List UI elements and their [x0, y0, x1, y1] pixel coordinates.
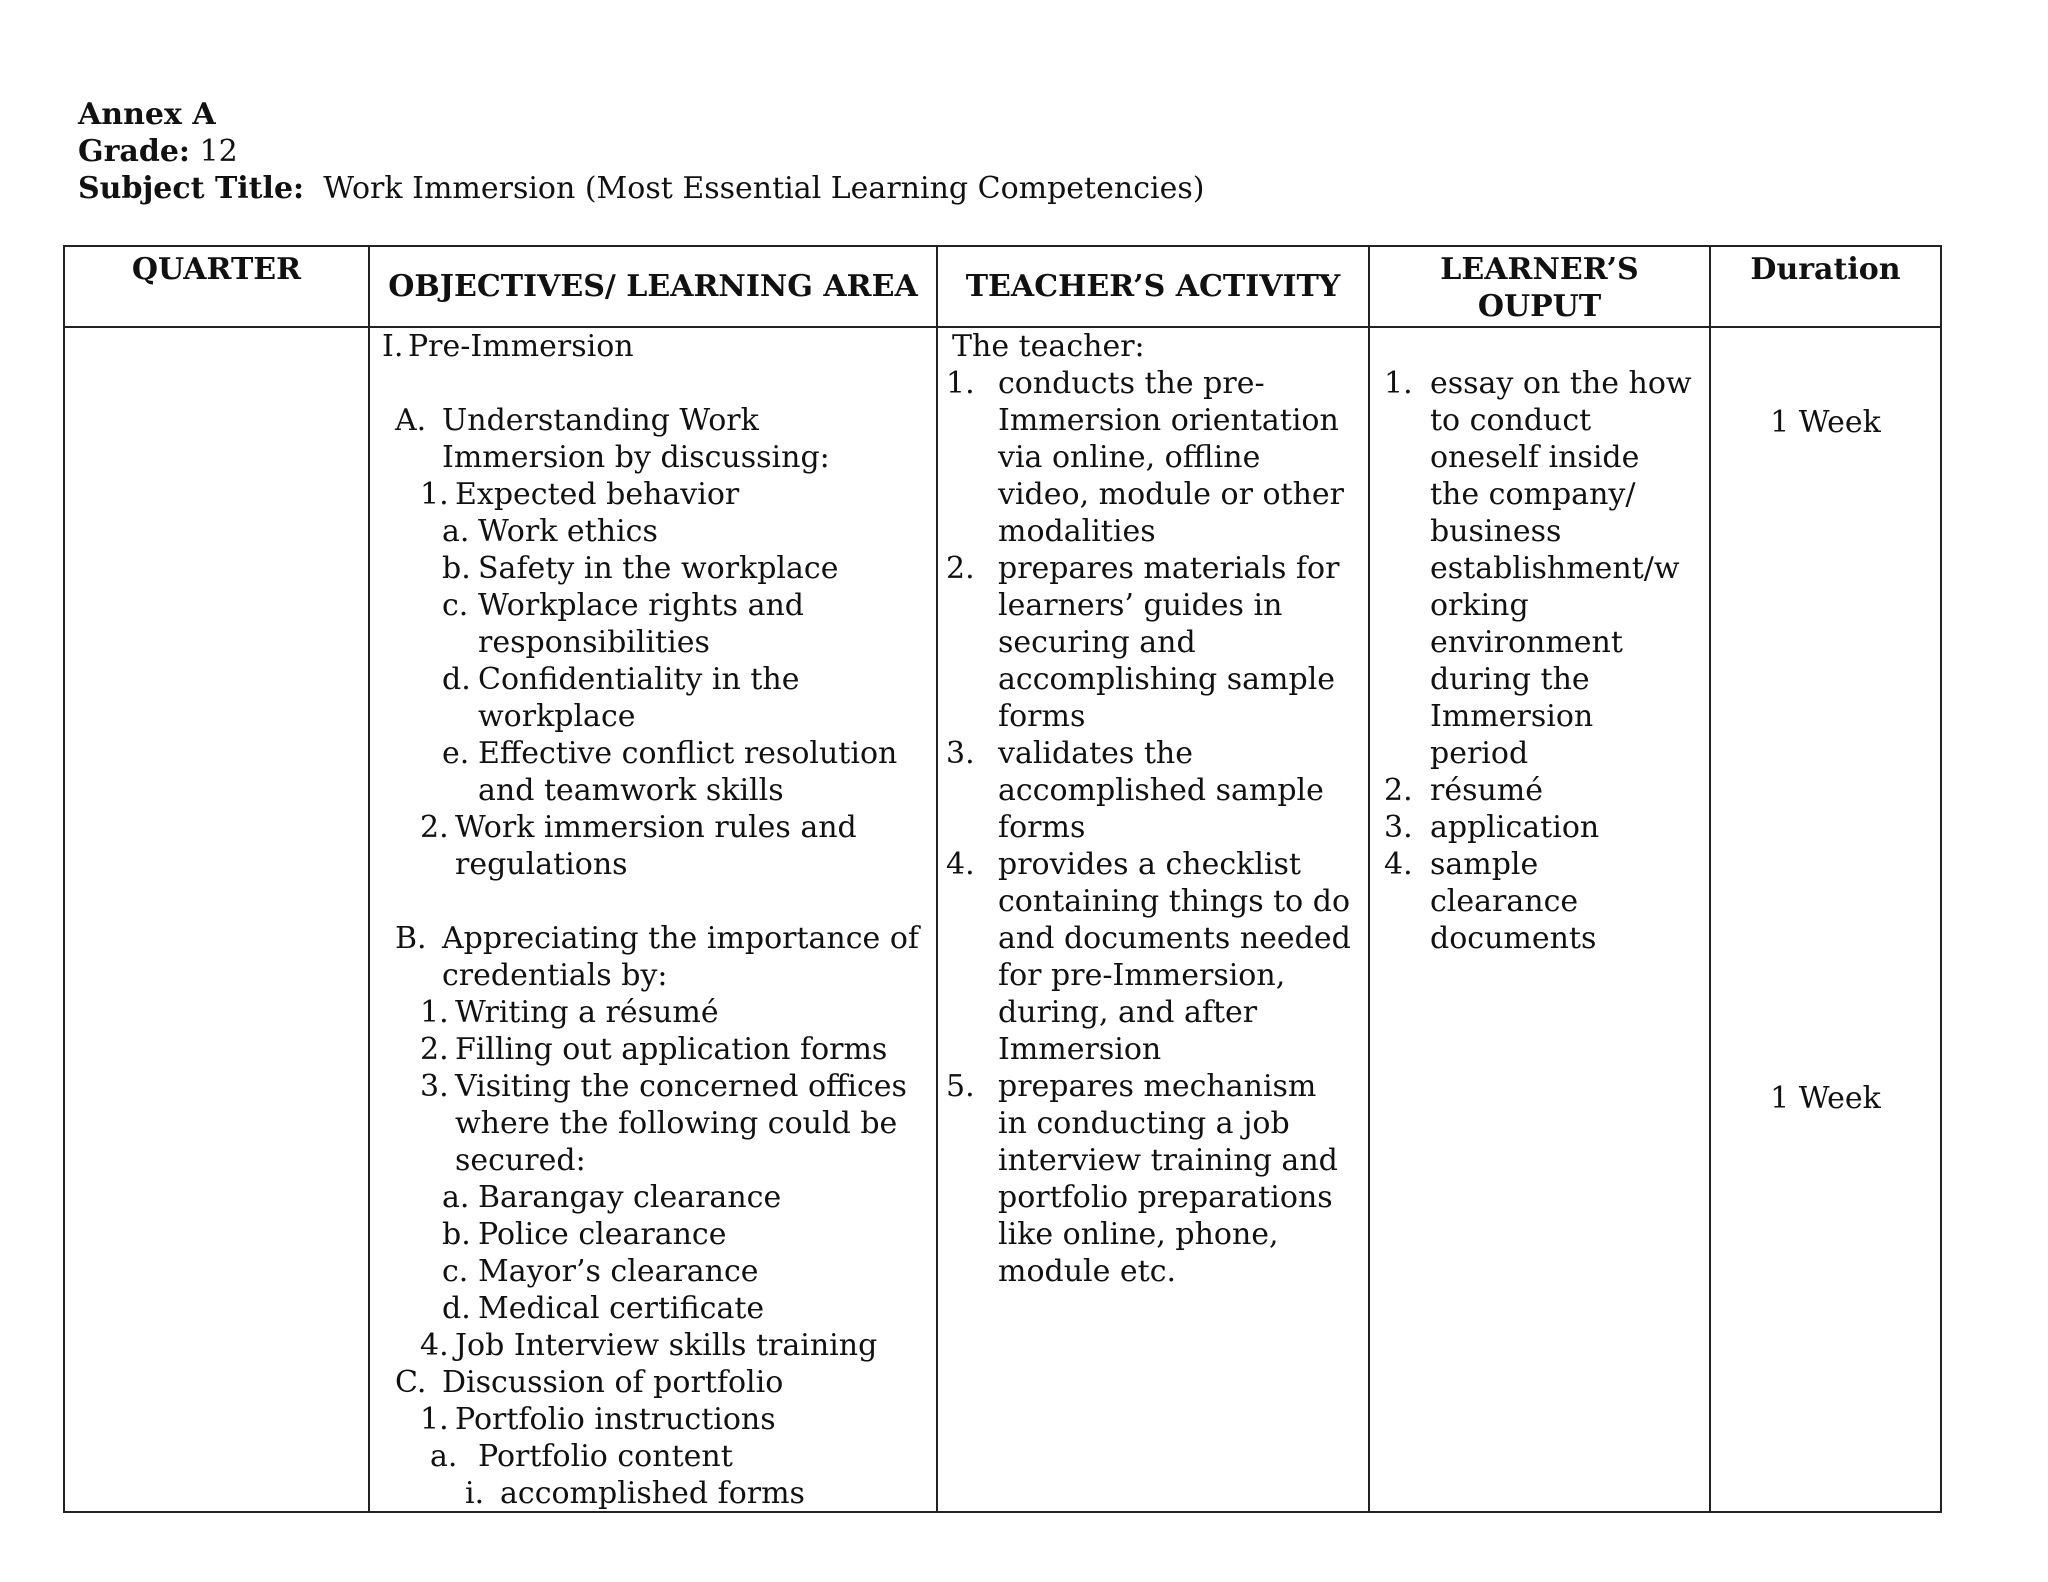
list-text: accomplishing sample: [998, 662, 1336, 697]
list-text: Writing a résumé: [455, 995, 719, 1030]
list-marker: c.: [442, 1254, 469, 1289]
subject-value: Work Immersion (Most Essential Learning Competencies): [323, 171, 1205, 206]
list-text: Discussion of portfolio: [442, 1365, 784, 1400]
list-marker: 4.: [420, 1328, 449, 1363]
col-header-learner-output: LEARNER’S OUPUT: [1369, 246, 1710, 327]
list-marker: 5.: [946, 1069, 975, 1104]
table-row: [64, 327, 1941, 1512]
list-marker: 1.: [420, 995, 449, 1030]
list-text: responsibilities: [478, 625, 710, 660]
list-marker: 1.: [946, 366, 975, 401]
list-marker: 2.: [420, 810, 449, 845]
list-marker: a.: [442, 1180, 470, 1215]
list-marker: b.: [442, 1217, 471, 1252]
list-text: in conducting a job: [998, 1106, 1290, 1141]
list-text: documents: [1430, 921, 1597, 956]
list-marker: B.: [395, 921, 427, 956]
list-text: Immersion by discussing:: [442, 440, 830, 475]
list-marker: C.: [395, 1365, 427, 1400]
list-text: learners’ guides in: [998, 588, 1283, 623]
quarter-cell: [64, 327, 369, 1512]
list-text: environment: [1430, 625, 1623, 660]
list-text: Visiting the concerned offices: [455, 1069, 907, 1104]
list-marker: 2.: [420, 1032, 449, 1067]
list-text: modalities: [998, 514, 1156, 549]
list-text: Expected behavior: [455, 477, 740, 512]
list-text: containing things to do: [998, 884, 1351, 919]
list-text: Police clearance: [478, 1217, 727, 1252]
grade-line: [78, 133, 1204, 170]
list-text: prepares materials for: [998, 551, 1340, 586]
list-text: establishment/w: [1430, 551, 1680, 586]
list-marker: b.: [442, 551, 471, 586]
subject-line: [78, 170, 1204, 207]
list-marker: 2.: [946, 551, 975, 586]
objectives-cell: [369, 327, 937, 1512]
list-text: via online, offline: [998, 440, 1261, 475]
col-header-quarter: QUARTER: [64, 246, 369, 327]
list-marker: I.: [382, 329, 404, 364]
list-text: where the following could be: [455, 1106, 898, 1141]
list-text: conducts the pre-: [998, 366, 1265, 401]
list-text: résumé: [1430, 773, 1544, 808]
duration-value: 1 Week: [1770, 1081, 1881, 1116]
table-header-row: [64, 246, 1941, 327]
list-text: application: [1430, 810, 1600, 845]
list-text: during the: [1430, 662, 1590, 697]
list-text: orking: [1430, 588, 1529, 623]
annex-title: Annex A: [78, 97, 216, 132]
list-marker: 3.: [946, 736, 975, 771]
list-text: securing and: [998, 625, 1196, 660]
list-marker: 1.: [1384, 366, 1413, 401]
list-text: Barangay clearance: [478, 1180, 782, 1215]
list-text: provides a checklist: [998, 847, 1301, 882]
list-marker: 3.: [1384, 810, 1413, 845]
list-text: module etc.: [998, 1254, 1177, 1289]
list-text: business: [1430, 514, 1562, 549]
list-text: validates the: [998, 736, 1193, 771]
list-text: prepares mechanism: [998, 1069, 1317, 1104]
list-text: Work immersion rules and: [455, 810, 857, 845]
list-text: Immersion: [998, 1032, 1162, 1067]
list-text: Immersion orientation: [998, 403, 1339, 438]
list-text: the company/: [1430, 477, 1636, 512]
list-marker: 1.: [420, 1402, 449, 1437]
list-text: portfolio preparations: [998, 1180, 1333, 1215]
list-marker: 1.: [420, 477, 449, 512]
list-text: clearance: [1430, 884, 1579, 919]
teacher-activity-cell: [937, 327, 1369, 1512]
list-text: regulations: [455, 847, 628, 882]
list-text: Immersion: [1430, 699, 1594, 734]
list-marker: 3.: [420, 1069, 449, 1104]
list-text: Mayor’s clearance: [478, 1254, 759, 1289]
list-marker: a.: [430, 1439, 458, 1474]
list-text: video, module or other: [998, 477, 1345, 512]
subject-label: Subject Title:: [78, 171, 305, 206]
list-text: Pre-Immersion: [408, 329, 634, 364]
list-marker: 4.: [946, 847, 975, 882]
list-text: Work ethics: [478, 514, 658, 549]
list-text: Confidentiality in the: [478, 662, 800, 697]
list-text: Portfolio content: [478, 1439, 733, 1474]
col-header-teacher-activity: TEACHER’S ACTIVITY: [937, 246, 1369, 327]
grade-value: 12: [199, 134, 238, 169]
list-text: Job Interview skills training: [455, 1328, 878, 1363]
list-text: Safety in the workplace: [478, 551, 839, 586]
list-text: secured:: [455, 1143, 586, 1178]
list-text: workplace: [478, 699, 636, 734]
list-marker: e.: [442, 736, 470, 771]
col-header-objectives: OBJECTIVES/ LEARNING AREA: [369, 246, 937, 327]
list-text: and documents needed: [998, 921, 1351, 956]
list-text: Effective conflict resolution: [478, 736, 898, 771]
list-marker: 4.: [1384, 847, 1413, 882]
list-text: Workplace rights and: [478, 588, 805, 623]
list-text: essay on the how: [1430, 366, 1692, 401]
list-marker: d.: [442, 1291, 471, 1326]
list-marker: A.: [395, 403, 427, 438]
list-text: forms: [998, 699, 1086, 734]
list-text: Understanding Work: [442, 403, 759, 438]
list-marker: d.: [442, 662, 471, 697]
learner-output-cell: [1369, 327, 1710, 1512]
list-marker: 2.: [1384, 773, 1413, 808]
document-header: [78, 96, 1204, 207]
list-marker: i.: [465, 1476, 485, 1511]
list-text: forms: [998, 810, 1086, 845]
list-text: accomplished forms: [500, 1476, 805, 1511]
list-marker: a.: [442, 514, 470, 549]
list-text: Filling out application forms: [455, 1032, 888, 1067]
list-text: sample: [1430, 847, 1539, 882]
list-text: period: [1430, 736, 1529, 771]
list-text: Medical certificate: [478, 1291, 765, 1326]
list-text: accomplished sample: [998, 773, 1324, 808]
list-text: during, and after: [998, 995, 1258, 1030]
list-text: interview training and: [998, 1143, 1338, 1178]
list-text: and teamwork skills: [478, 773, 784, 808]
list-text: to conduct: [1430, 403, 1592, 438]
list-text: credentials by:: [442, 958, 668, 993]
duration-value: 1 Week: [1770, 405, 1881, 440]
list-text: oneself inside: [1430, 440, 1640, 475]
list-text: The teacher:: [952, 329, 1145, 364]
curriculum-table: [63, 245, 1942, 1513]
duration-cell: [1710, 327, 1941, 1512]
list-marker: c.: [442, 588, 469, 623]
list-text: Portfolio instructions: [455, 1402, 776, 1437]
list-text: Appreciating the importance of: [442, 921, 919, 956]
list-text: for pre-Immersion,: [998, 958, 1286, 993]
col-header-duration: Duration: [1710, 246, 1941, 327]
list-text: like online, phone,: [998, 1217, 1279, 1252]
grade-label: Grade:: [78, 134, 191, 169]
